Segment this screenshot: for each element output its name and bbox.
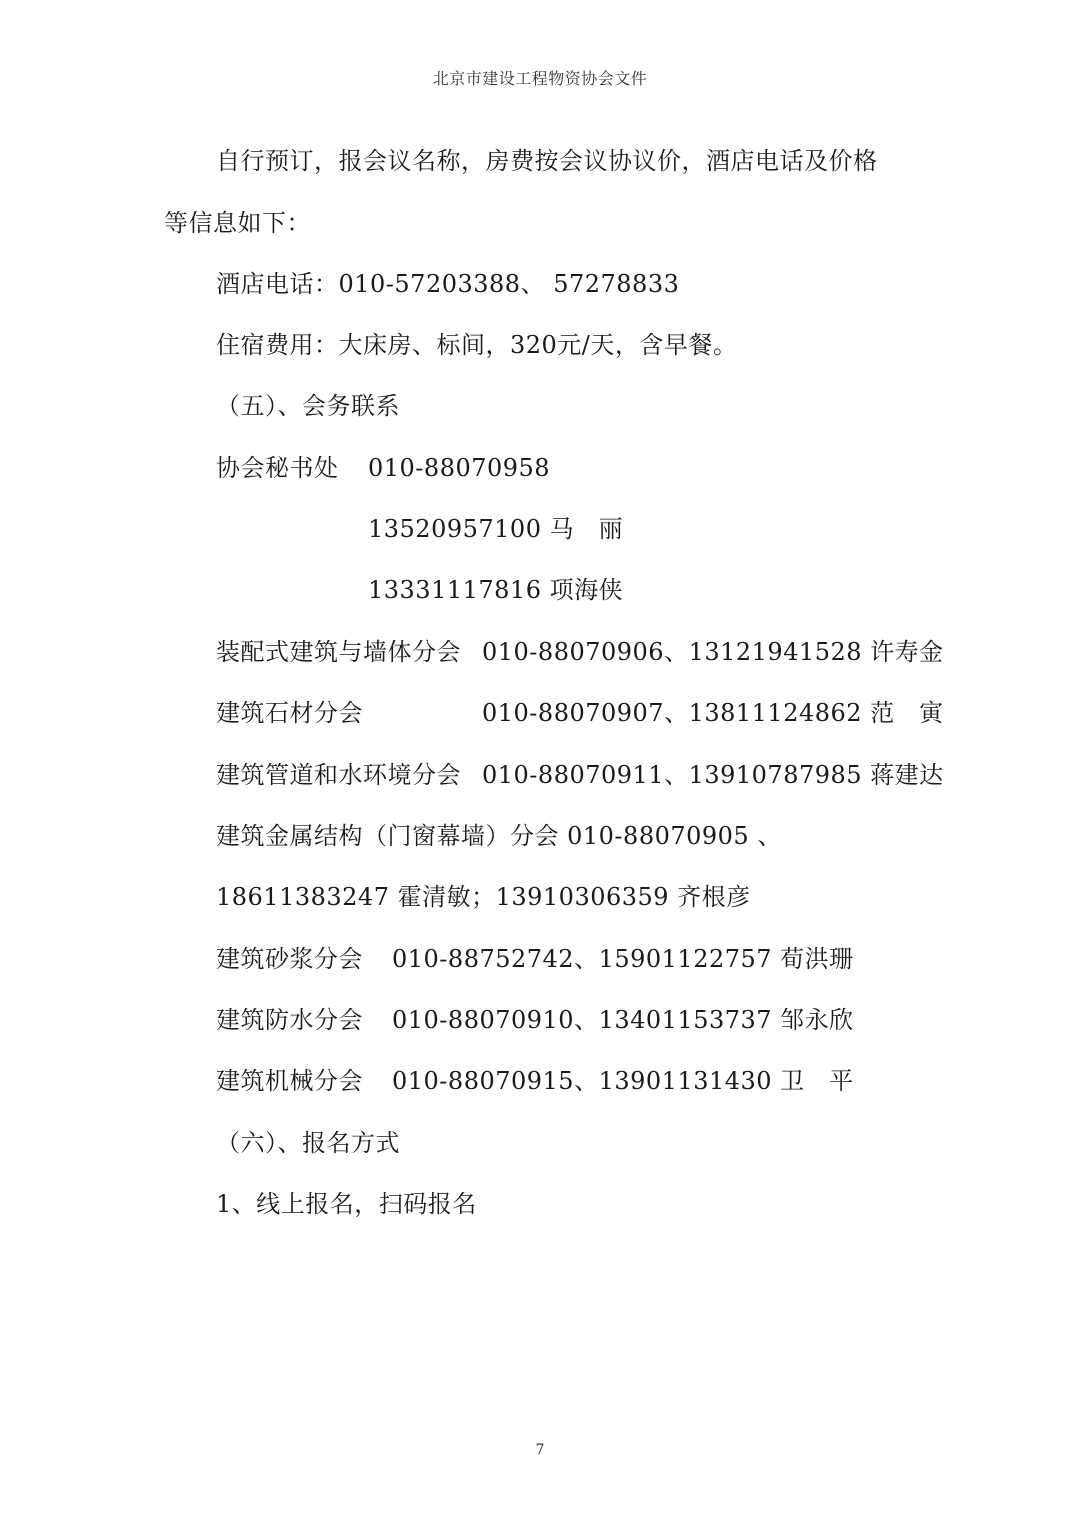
- paragraph-line: 等信息如下：: [164, 209, 311, 237]
- branch-contact: 010-88070911、13910787985 蒋建达: [482, 761, 944, 789]
- secretariat-label: 协会秘书处: [216, 454, 339, 482]
- secretariat-phone: 010-88070958: [368, 454, 551, 482]
- accommodation-line: 住宿费用：大床房、标间，320元/天，含早餐。: [216, 331, 738, 359]
- page-number: 7: [535, 1442, 545, 1458]
- branch-name: 建筑机械分会: [216, 1067, 363, 1095]
- branch-contact: 010-88070915、13901131430 卫 平: [392, 1067, 854, 1095]
- document-header: 北京市建设工程物资协会文件: [432, 69, 648, 88]
- registration-method: 1、线上报名，扫码报名: [216, 1190, 477, 1218]
- branch-name: 建筑管道和水环境分会: [216, 761, 461, 789]
- branch-contact: 010-88070906、13121941528 许寿金: [482, 638, 944, 666]
- branch-line: 18611383247 霍清敏；13910306359 齐根彦: [216, 883, 751, 911]
- section-title-registration: （六）、报名方式: [216, 1129, 400, 1157]
- section-title-contact: （五）、会务联系: [216, 392, 400, 420]
- branch-contact: 010-88070910、13401153737 邹永欣: [392, 1006, 854, 1034]
- branch-line: 建筑金属结构（门窗幕墙）分会 010-88070905 、: [216, 822, 782, 850]
- branch-name: 建筑石材分会: [216, 699, 363, 727]
- secretariat-contact: 13331117816 项海侠: [368, 576, 624, 604]
- branch-name: 建筑防水分会: [216, 1006, 363, 1034]
- branch-name: 建筑砂浆分会: [216, 945, 363, 973]
- branch-contact: 010-88070907、13811124862 范 寅: [482, 699, 944, 727]
- paragraph-line: 自行预订，报会议名称，房费按会议协议价，酒店电话及价格: [216, 147, 878, 175]
- branch-contact: 010-88752742、15901122757 荀洪珊: [392, 945, 854, 973]
- hotel-phone-line: 酒店电话：010-57203388、 57278833: [216, 270, 680, 298]
- secretariat-contact: 13520957100 马 丽: [368, 515, 624, 543]
- branch-name: 装配式建筑与墙体分会: [216, 638, 461, 666]
